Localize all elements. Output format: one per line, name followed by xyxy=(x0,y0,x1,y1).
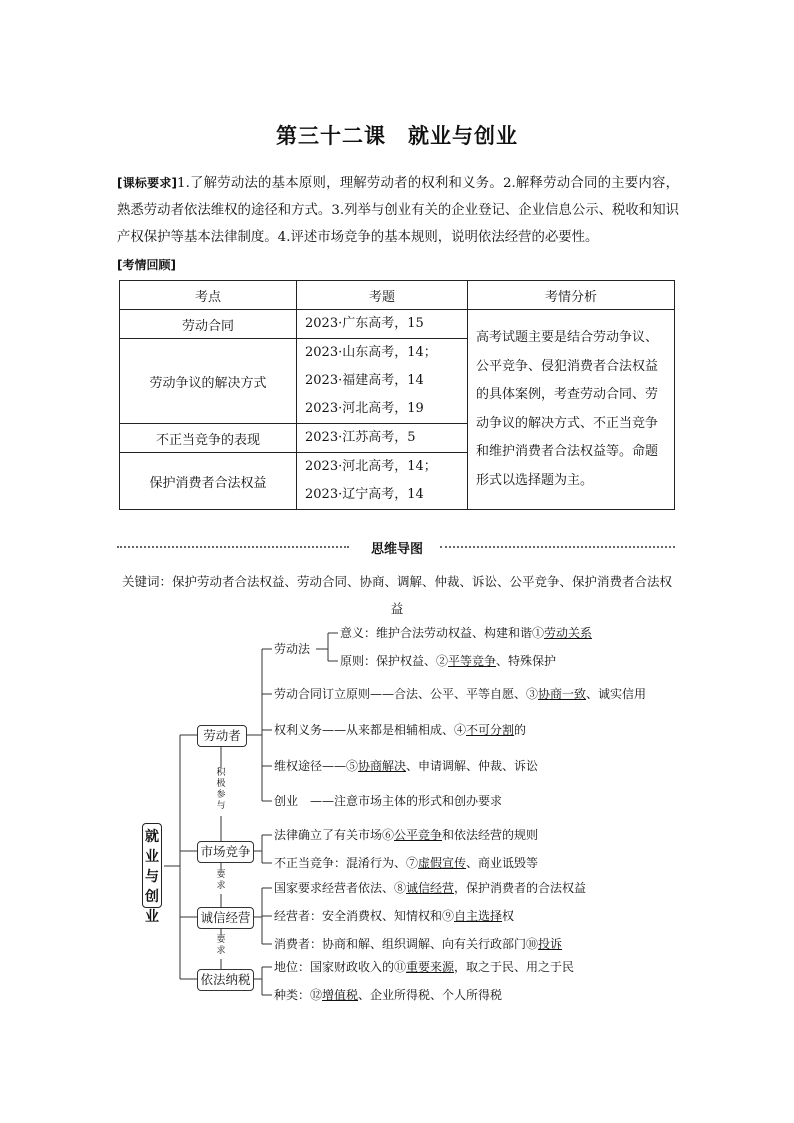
answer-12: 增值税 xyxy=(322,988,359,1002)
leaf-operator: 经营者：安全消费权、知情权和⑨自主选择权 xyxy=(274,909,515,923)
leaf-law-meaning: 意义：维护合法劳动权益、构建和谐①劳动关系 xyxy=(340,626,593,640)
exam-question: 2023·山东高考，14； xyxy=(305,345,437,360)
answer-5: 协商解决 xyxy=(358,759,407,773)
answer-8: 诚信经营 xyxy=(406,881,455,895)
leaf-market-law: 法律确立了有关市场⑥公平竞争和依法经营的规则 xyxy=(274,828,539,842)
section-title-text: 思维导图 xyxy=(361,542,433,557)
leaf-contract-principle: 劳动合同订立原则——合法、公平、平等自愿、③协商一致、诚实信用 xyxy=(274,687,647,701)
exam-point: 劳动争议的解决方式 xyxy=(120,339,297,424)
answer-1: 劳动关系 xyxy=(544,626,593,640)
node-honest-operation: 诚信经营 xyxy=(197,907,254,929)
leaf-rights-duties: 权利义务——从来都是相辅相成、④不可分割的 xyxy=(274,723,527,737)
leaf-consumer: 消费者：协商和解、组织调解、向有关行政部门⑩投诉 xyxy=(274,937,563,951)
leaf-tax-types: 种类：⑫增值税、企业所得税、个人所得税 xyxy=(274,988,503,1002)
exam-question: 2023·河北高考，14； xyxy=(305,459,437,474)
mindmap-root: 就业与创业 xyxy=(142,823,162,908)
leaf-unfair-competition: 不正当竞争：混淆行为、⑦虚假宣传、商业诋毁等 xyxy=(274,856,539,870)
answer-11: 重要来源 xyxy=(406,960,455,974)
answer-7: 虚假宣传 xyxy=(418,856,467,870)
answer-4: 不可分割 xyxy=(466,723,515,737)
requirements-text: 1.了解劳动法的基本原则，理解劳动者的权利和义务。2.解释劳动合同的主要内容，熟悉劳动者依法维权的途径和方式。3.列举与创业有关的企业登记、企业信息公示、税收和知识产权保护等基本法律制度。4.评述市场竞争的基本规则，说明依法经营的必要性。 xyxy=(117,176,679,245)
exam-analysis: 高考试题主要是结合劳动争议、公平竞争、侵犯消费者合法权益的具体案例，考查劳动合同、劳动争议的解决方式、不正当竞争和维护消费者合法权益等。命题形式以选择题为主。 xyxy=(468,310,675,510)
exam-point: 劳动合同 xyxy=(120,310,297,339)
exam-question: 2023·福建高考，14 xyxy=(305,373,424,388)
node-market-competition: 市场竞争 xyxy=(197,841,254,863)
exam-question: 2023·江苏高考，5 xyxy=(305,430,416,445)
exam-question: 2023·广东高考，15 xyxy=(305,316,424,331)
exam-question: 2023·河北高考，19 xyxy=(305,401,424,416)
answer-3: 协商一致 xyxy=(538,687,587,701)
leaf-labor-law: 劳动法 xyxy=(274,642,311,656)
leaf-tax-status: 地位：国家财政收入的⑪重要来源，取之于民、用之于民 xyxy=(274,960,575,974)
leaf-state-requirement: 国家要求经营者依法、⑧诚信经营，保护消费者的合法权益 xyxy=(274,881,587,895)
answer-6: 公平竞争 xyxy=(394,828,443,842)
exam-point: 保护消费者合法权益 xyxy=(120,453,297,510)
lesson-number: 第三十二课 xyxy=(276,124,386,148)
table-header: 考情分析 xyxy=(468,281,675,310)
link-label-require: 要求 xyxy=(216,935,226,959)
link-label-require: 要求 xyxy=(216,870,226,894)
exam-point: 不正当竞争的表现 xyxy=(120,424,297,453)
answer-2: 平等竞争 xyxy=(448,654,497,668)
review-label: [考情回顾] xyxy=(117,258,176,272)
leaf-startup: 创业 ——注意市场主体的形式和创办要求 xyxy=(274,794,503,808)
table-header: 考点 xyxy=(120,281,297,310)
node-pay-tax: 依法纳税 xyxy=(197,969,254,991)
answer-10: 投诉 xyxy=(538,937,563,951)
exam-question: 2023·辽宁高考，14 xyxy=(305,487,424,502)
table-header: 考题 xyxy=(297,281,468,310)
requirements-tag: [课标要求] xyxy=(117,176,178,190)
leaf-defend-rights: 维权途径——⑤协商解决、申请调解、仲裁、诉讼 xyxy=(274,759,539,773)
node-worker: 劳动者 xyxy=(197,725,247,747)
lesson-name: 就业与创业 xyxy=(408,124,518,148)
link-label-participate: 积极参与 xyxy=(216,768,226,816)
answer-9: 自主选择 xyxy=(454,909,503,923)
keywords: 关键词：保护劳动者合法权益、劳动合同、协商、调解、仲裁、诉讼、公平竞争、保护消费者合法权益 xyxy=(121,574,672,616)
leaf-law-principle: 原则：保护权益、②平等竞争、特殊保护 xyxy=(340,654,557,668)
